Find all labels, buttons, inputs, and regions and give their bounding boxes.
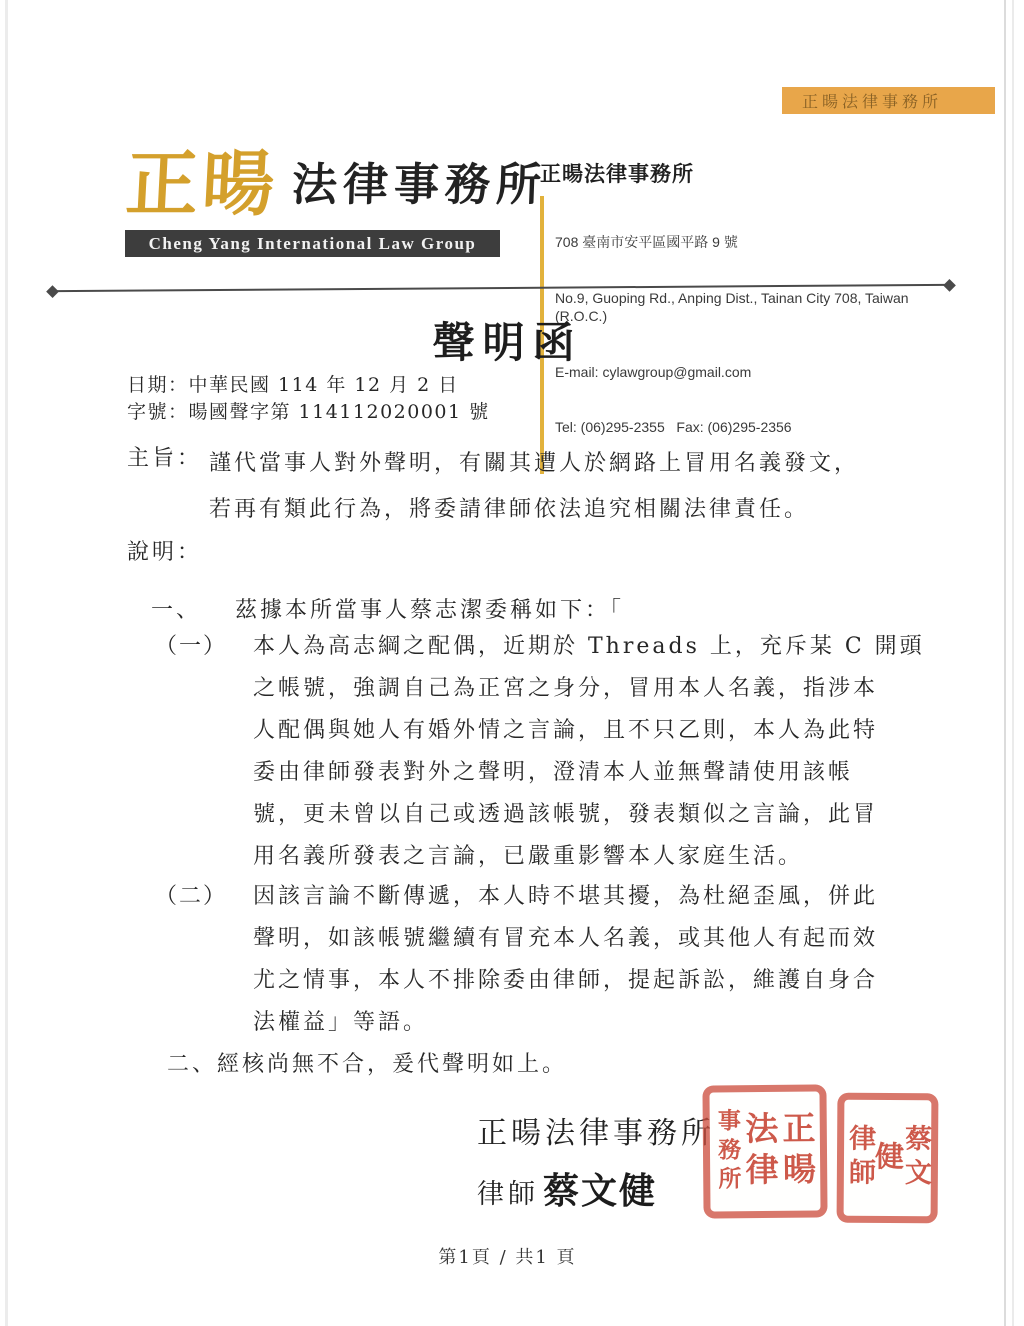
logo-english-banner: Cheng Yang International Law Group: [125, 230, 500, 257]
body-text-line: 委由律師發表對外之聲明，澄清本人並無聲請使用該帳: [253, 760, 854, 785]
body-text-line: 號，更未曾以自己或透過該帳號，發表類似之言論，此冒: [253, 802, 879, 827]
subject-line: 若再有類此行為，將委請律師依法追究相關法律責任。: [209, 497, 810, 522]
sub-item-2-number: （二）: [155, 884, 228, 909]
subject-text: [209, 441, 859, 533]
explanation-item-2: 二、經核尚無不合，爰代聲明如上。: [167, 1052, 568, 1077]
sub-item-1: [155, 626, 925, 878]
body-text-line: 法權益」等語。: [253, 1010, 429, 1035]
seal-column: 健: [870, 1140, 906, 1176]
signature-firm-name: 正暘法律事務所: [477, 1116, 715, 1151]
corner-banner: [782, 87, 995, 114]
divider-line: [57, 284, 945, 292]
body-text-line: 聲明，如該帳號繼續有冒充本人名義，或其他人有起而效: [253, 926, 879, 951]
logo-gold-text: 正暘: [123, 141, 281, 226]
scan-edge-left: [5, 0, 8, 1326]
explanation-label: 說明：: [127, 540, 203, 565]
logo-black-text: 法律事務所: [291, 157, 548, 211]
date-line: 日期：中華民國 114 年 12 月 2 日: [127, 374, 459, 396]
sub-item-1-number: （一）: [155, 634, 228, 659]
contact-address-en: No.9, Guoping Rd., Anping Dist., Tainan City 708, Taiwan (R.O.C.): [555, 289, 913, 324]
seal-column: 事務所: [713, 1108, 742, 1196]
lawyer-seal-stamp: [837, 1093, 939, 1224]
sub-item-1-lines: [253, 626, 925, 878]
reference-number-line: 字號：暘國聲字第 114112020001 號: [127, 401, 490, 423]
body-text-line: 之帳號，強調自己為正宮之身分，冒用本人名義，指涉本: [253, 676, 879, 701]
body-text-line: 本人為高志綱之配偶，近期於 Threads 上，充斥某 C 開頭: [253, 634, 925, 659]
lawyer-name: 蔡文健: [543, 1170, 658, 1211]
seal-column: 正暘: [777, 1110, 818, 1193]
subject-label: 主旨：: [127, 446, 203, 471]
contact-address-zh: 708 臺南市安平區國平路 9 號: [555, 234, 738, 250]
seal-column: 法律: [740, 1110, 780, 1193]
body-text-line: 用名義所發表之言論，已嚴重影響本人家庭生活。: [253, 844, 804, 869]
seal-column: 律師: [843, 1123, 876, 1192]
seal-column: 蔡文: [899, 1124, 932, 1193]
firm-logo: [123, 141, 548, 226]
lawyer-title: 律師: [477, 1179, 539, 1210]
sub-item-2: [155, 876, 878, 1044]
sub-item-2-lines: [253, 876, 878, 1044]
document-title: 聲明函: [432, 318, 583, 367]
item-1-text: 茲據本所當事人蔡志潔委稱如下：「: [235, 598, 625, 623]
body-text-line: 尤之情事，本人不排除委由律師，提起訴訟，維護自身合: [253, 968, 879, 993]
divider-diamond-left: [46, 285, 59, 298]
subject-line: 謹代當事人對外聲明，有關其遭人於網路上冒用名義發文，: [209, 451, 860, 476]
explanation-item-1: [151, 593, 624, 624]
contact-firm-name: 正暘法律事務所: [540, 163, 694, 186]
body-text-line: 因該言論不斷傳遞，本人時不堪其擾，為杜絕歪風，併此: [253, 884, 879, 909]
contact-email: E-mail: cylawgroup@gmail.com: [555, 363, 752, 380]
scan-edge-right-outer: [1004, 0, 1006, 1326]
divider-diamond-right: [943, 279, 956, 292]
page-number-footer: 第1頁 / 共1 頁: [438, 1247, 577, 1268]
contact-phone: Tel: (06)295-2355 Fax: (06)295-2356: [555, 419, 792, 435]
signature-lawyer: [477, 1163, 657, 1214]
corner-banner-label: 正暘法律事務所: [802, 92, 943, 111]
scan-edge-right-inner: [1012, 0, 1014, 1326]
body-text-line: 人配偶與她人有婚外情之言論，且不只乙則，本人為此特: [253, 718, 879, 743]
firm-seal-stamp: [702, 1084, 827, 1218]
item-1-number: 一、: [151, 598, 202, 623]
